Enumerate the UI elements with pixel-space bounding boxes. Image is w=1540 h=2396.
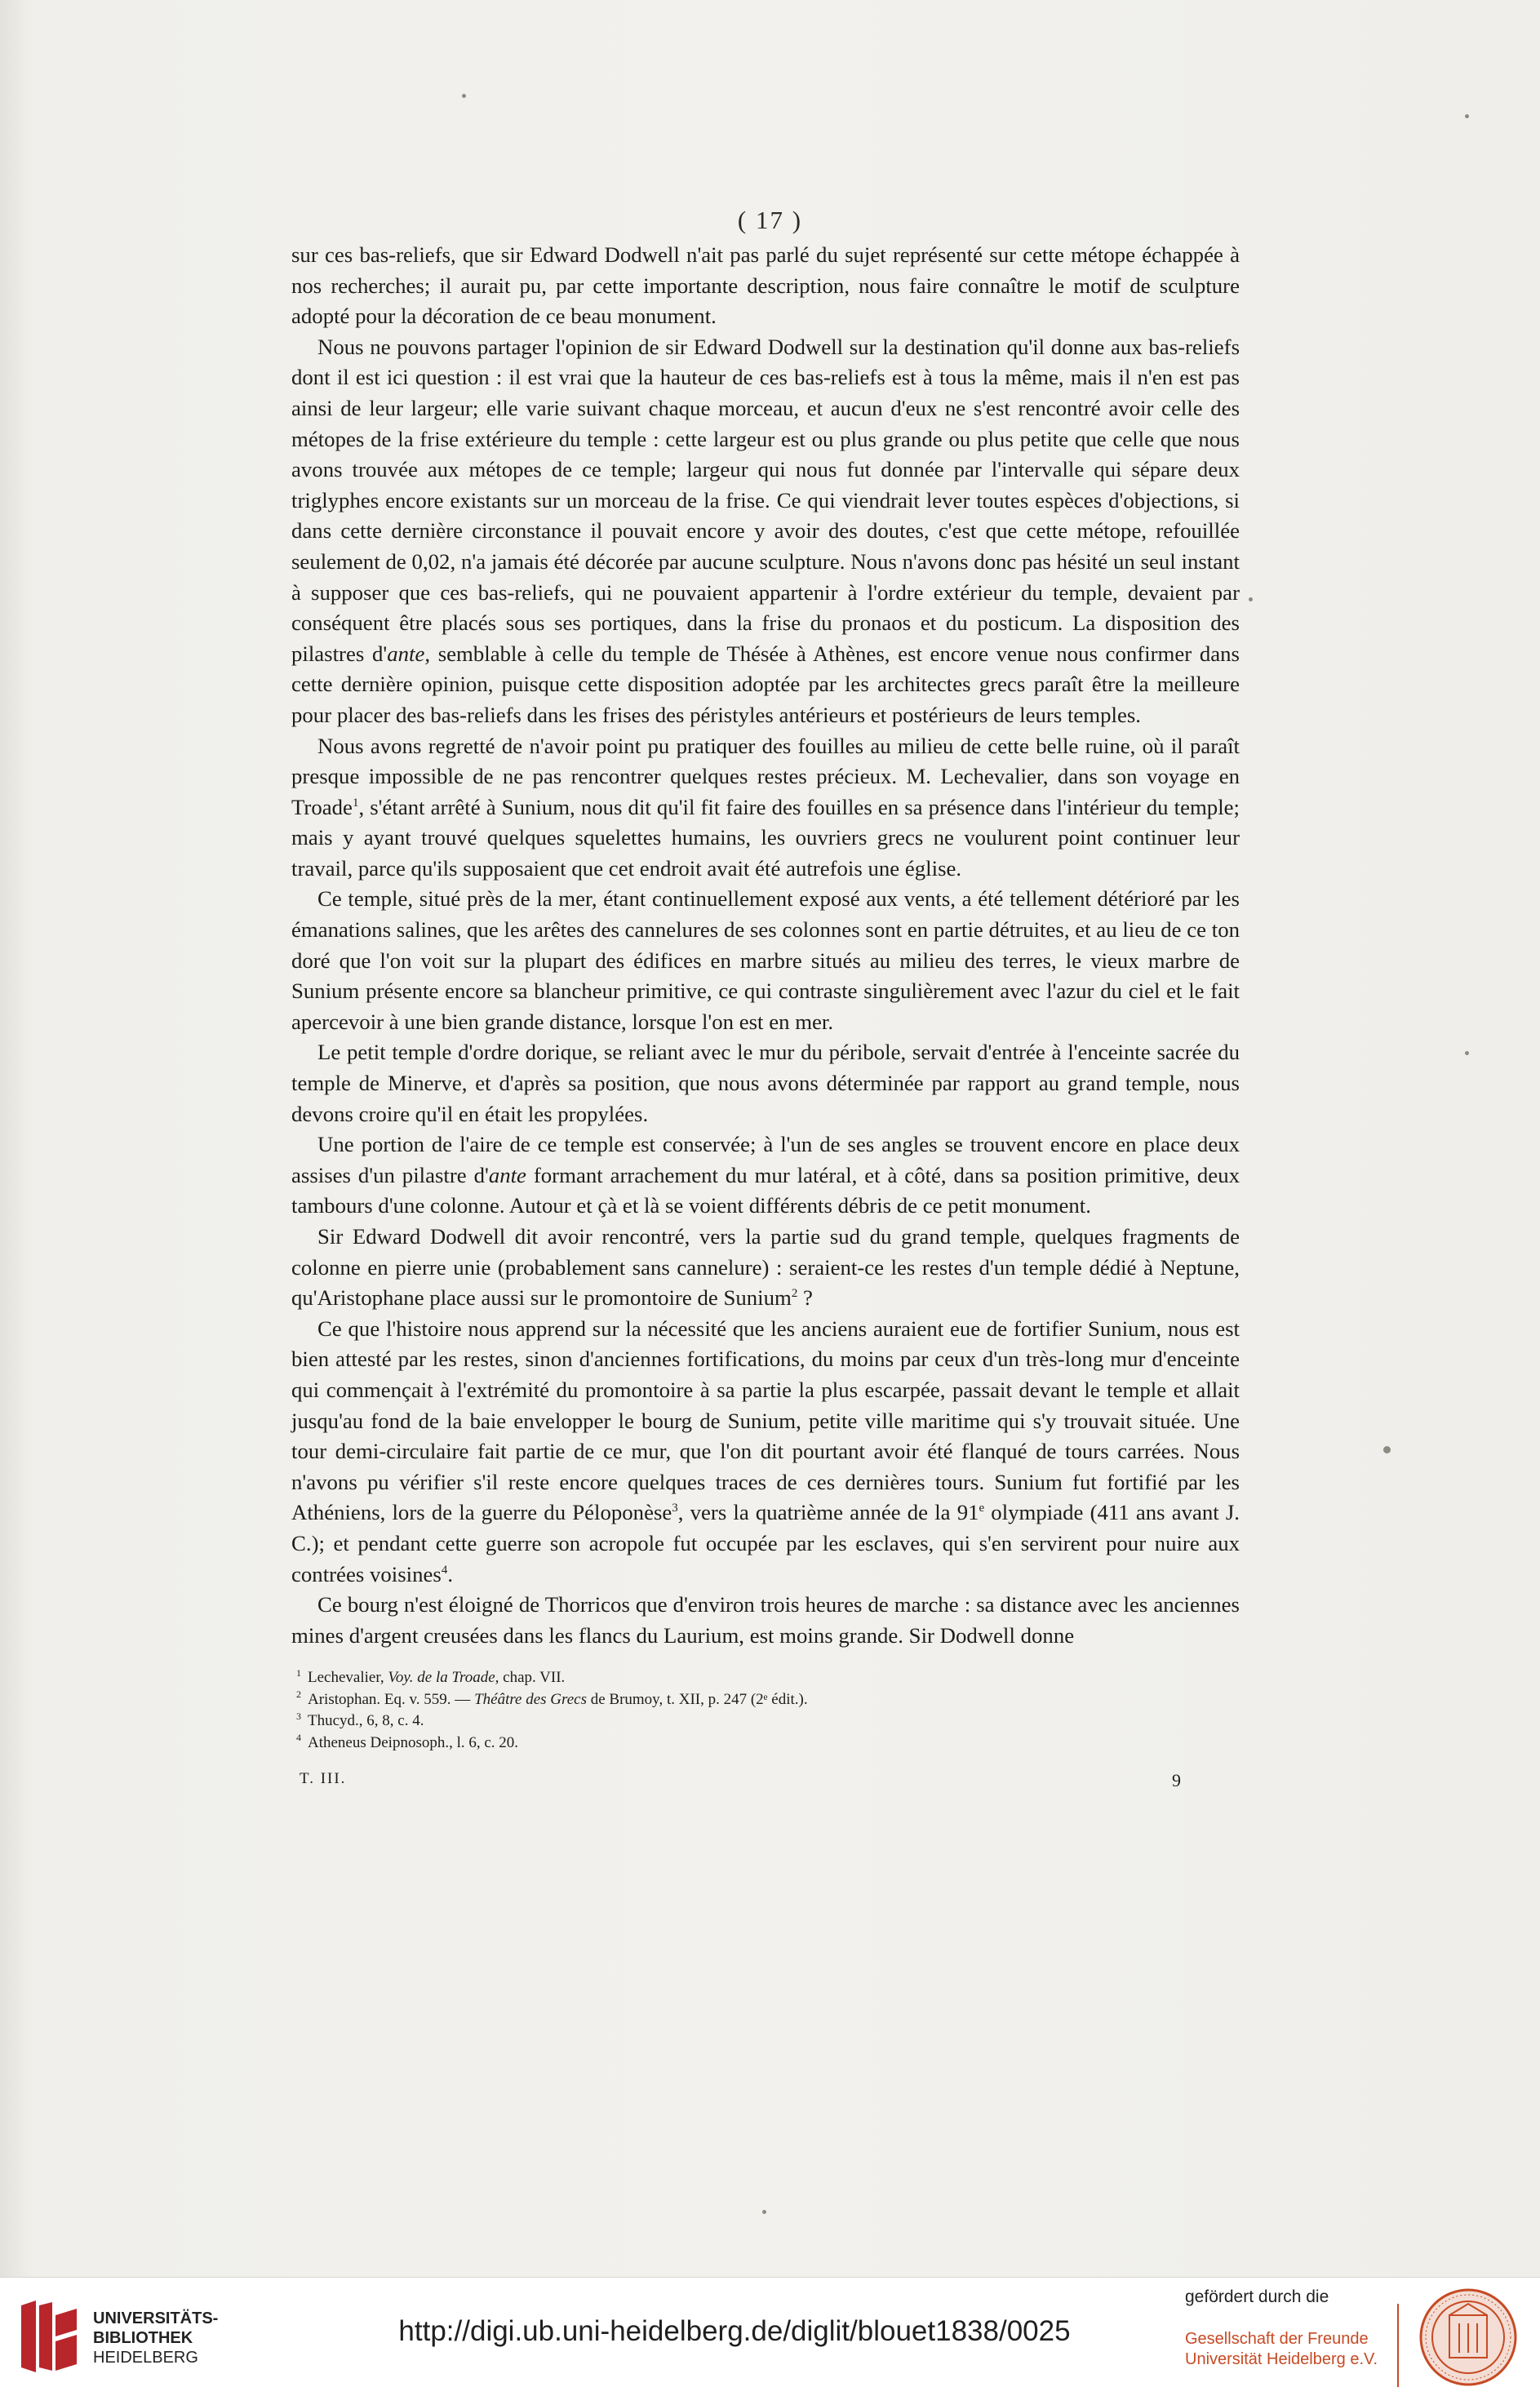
paragraph: Une portion de l'aire de ce temple est conservée; à l'un de ses angles se trouvent encore en place deux assises d'un pilastre d'ante formant arrachement du mur latéral, et à côté, dans sa position primitive, deux tambours d'une colonne. Autour et çà et là se voient différents débris de ce petit monument. bbox=[291, 1132, 1240, 1218]
paragraph: Sir Edward Dodwell dit avoir rencontré, vers la partie sud du grand temple, quelques fragments de colonne en pierre unie (probablement sans cannelure) : seraient-ce les restes d'un temple dédié à Neptune, qu'Aristophane place aussi sur le promontoire de Sunium$^2$ ? bbox=[291, 1224, 1240, 1311]
footnote: $^3$ Thucyd., 6, 8, c. 4. bbox=[296, 1710, 424, 1729]
paragraph: Le petit temple d'ordre dorique, se reliant avec le mur du péribole, servait d'entrée à l'enceinte sacrée du temple de Minerve, et d'après sa position, que nous avons déterminée par rapport au grand temple, nous devons croire qu'il en était les propylées. bbox=[291, 1040, 1240, 1126]
paper-speck bbox=[1249, 597, 1253, 601]
footnotes bbox=[291, 1667, 1240, 1754]
paragraph: Nous ne pouvons partager l'opinion de sir Edward Dodwell sur la destination qu'il donne aux bas-reliefs dont il est ici question : il est vrai que la hauteur de ces bas-reliefs est à tous la même, mais il n'en est pas ainsi de leur largeur; elle varie suivant chaque morceau, et aucun d'eux ne s'est rencontré avoir celle des métopes de la frise extérieure du temple : cette largeur est ou plus grande ou plus petite que celle que nous avons trouvée aux métopes de ce temple; largeur qui nous fut donnée par l'intervalle qui sépare deux triglyphes encore existants sur un morceau de la frise. Ce qui viendrait lever toutes espèces d'objections, si dans cette dernière circonstance il pouvait encore y avoir des doutes, c'est que cette métope, refouillée seulement de 0,02, n'a jamais été décorée par aucune sculpture. Nous n'avons donc pas hésité un seul instant à supposer que ces bas-reliefs, qui ne pouvaient appartenir à l'ordre extérieur du temple, devaient par conséquent être placés sous ses portiques, dans la frise du pronaos et du posticum. La disposition des pilastres d'ante, semblable à celle du temple de Thésée à Athènes, est encore venue nous confirmer dans cette dernière opinion, puisque cette disposition adoptée par les architectes grecs paraît être la meilleure pour placer des bas-reliefs dans les frises des péristyles antérieurs et postérieurs de leurs temples. bbox=[291, 334, 1240, 727]
paragraph: Ce temple, situé près de la mer, étant continuellement exposé aux vents, a été tellement détérioré par les émanations salines, que les arêtes des cannelures de ses colonnes sont en partie détruites, et au lieu de ce ton doré que l'on voit sur la plupart des édifices en marbre situés au milieu des terres, le vieux marbre de Sunium présente encore sa blancheur primitive, ce qui contraste singulièrement avec l'azur du ciel et le fait apercevoir à une bien grande distance, lorsque l'on est en mer. bbox=[291, 886, 1240, 1034]
footnote: $^4$ Atheneus Deipnosoph., l. 6, c. 20. bbox=[296, 1732, 519, 1751]
sponsor-name[interactable]: Gesellschaft der Freunde Universität Heidelberg e.V. bbox=[1185, 2330, 1378, 2368]
paper-speck bbox=[462, 94, 466, 98]
paragraph: Ce que l'histoire nous apprend sur la nécessité que les anciens auraient eue de fortifier Sunium, nous est bien attesté par les restes, sinon d'anciennes fortifications, du moins par ceux d'un très-long mur d'enceinte qui commençait à l'extrémité du promontoire à sa partie la plus escarpée, passait devant le temple et allait jusqu'au fond de la baie envelopper le bourg de Sunium, petite ville maritime qui s'y trouvait située. Une tour demi-circulaire fait partie de ce mur, que l'on dit pourtant avoir été flanqué de tours carrées. Nous n'avons pu vérifier s'il reste encore quelques traces de ces dernières tours. Sunium fut fortifié par les Athéniens, lors de la guerre du Péloponèse$^3$, vers la quatrième année de la 91e olympiade (411 ans avant J. C.); et pendant cette guerre son acropole fut occupée par les esclaves, qui s'en servirent pour nuire aux contrées voisines$^4$. bbox=[291, 1316, 1240, 1586]
volume-signature: T. III. bbox=[300, 1770, 347, 1787]
footnote: $^2$ Aristophan. Eq. v. 559. — Théâtre des Grecs de Brumoy, t. XII, p. 247 (2ᵉ édit.). bbox=[296, 1688, 808, 1708]
paper-speck bbox=[1465, 1051, 1469, 1055]
footnote: $^1$ Lechevalier, Voy. de la Troade, chap. VII. bbox=[296, 1666, 566, 1686]
footnote-ref: 4 bbox=[441, 1563, 448, 1577]
library-name: UNIVERSITÄTS- BIBLIOTHEK HEIDELBERG bbox=[93, 2309, 219, 2367]
footnote-ref: 2 bbox=[791, 1287, 798, 1301]
sponsor-label: gefördert durch die bbox=[1185, 2287, 1329, 2306]
paragraph: sur ces bas-reliefs, que sir Edward Dodwell n'ait pas parlé du sujet représenté sur cette métope échappée à nos recherches; il aurait pu, par cette importante description, nous faire connaître le motif de sculpture adopté pour la décoration de ce beau monument. bbox=[291, 242, 1240, 329]
paper-speck bbox=[1383, 1446, 1391, 1453]
university-seal-icon[interactable] bbox=[1418, 2287, 1518, 2387]
paragraph: Ce bourg n'est éloigné de Thorricos que d'environ trois heures de marche : sa distance avec les anciennes mines d'argent creusées dans les flancs du Laurium, est moins grande. Sir Dodwell donne bbox=[291, 1592, 1240, 1648]
ub-heidelberg-logo-icon[interactable] bbox=[18, 2297, 80, 2376]
paragraph: Nous avons regretté de n'avoir point pu pratiquer des fouilles au milieu de cette belle ruine, où il paraît presque impossible de ne pas rencontrer quelques restes précieux. M. Lechevalier, dans son voyage en Troade$^1$, s'étant arrêté à Sunium, nous dit qu'il fit faire des fouilles en sa présence dans l'intérieur du temple; mais y ayant trouvé quelques squelettes humains, les ouvriers grecs ne voulurent point continuer leur travail, parce qu'ils supposaient que cet endroit avait été autrefois une église. bbox=[291, 733, 1240, 881]
footnote-ref: 1 bbox=[352, 796, 359, 810]
sponsor-divider bbox=[1397, 2304, 1399, 2387]
sheet-number: 9 bbox=[1172, 1770, 1181, 1790]
body-text bbox=[291, 240, 1240, 1651]
digitization-footer bbox=[0, 2277, 1540, 2396]
paper-speck bbox=[762, 2210, 766, 2214]
permalink-url[interactable]: http://digi.ub.uni-heidelberg.de/diglit/blouet1838/0025 bbox=[398, 2315, 1071, 2347]
paper-speck bbox=[1465, 114, 1469, 118]
footnote-ref: 3 bbox=[672, 1502, 678, 1515]
page-number: ( 17 ) bbox=[737, 206, 803, 234]
